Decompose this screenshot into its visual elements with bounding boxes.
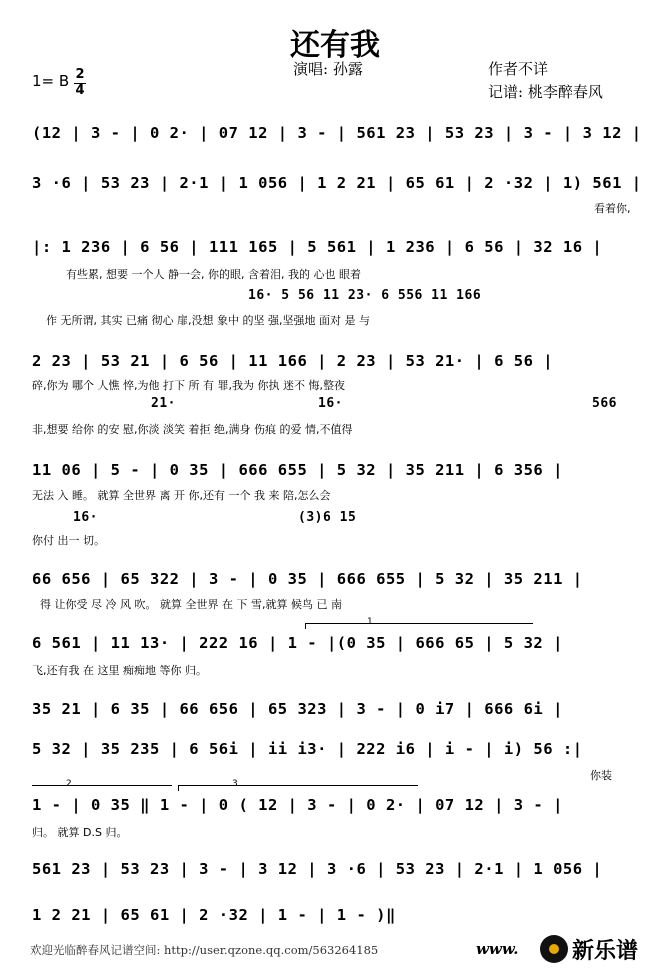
song-title: 还有我	[290, 28, 380, 63]
score-line-12: 1 2 21 | 65 61 | 2 ·32 | 1 - | 1 - )‖	[32, 906, 396, 924]
lyric-line-5b: 你付 出一 切。	[32, 534, 105, 547]
composer-credit: 作者不详	[488, 60, 549, 78]
volta-1-number: 1	[367, 617, 373, 627]
volta-3-number: 3	[232, 779, 238, 789]
footer-visit-text: 欢迎光临醉春风记谱空间: http://user.qzone.qq.com/563264185	[30, 943, 379, 957]
transcriber-credit: 记谱: 桃李醉春风	[488, 83, 603, 101]
score-line-2: 3 ·6 | 53 23 | 2·1 | 1 056 | 1 2 21 | 65 61 | 2 ·32 | 1) 561 |	[32, 174, 642, 192]
score-line-3: |: 1 236 | 6 56 | 111 165 | 5 561 | 1 236 | 6 56 | 32 16 |	[32, 238, 603, 256]
record-disc-icon	[540, 935, 568, 963]
score-line-7: 6 561 | 11 13· | 222 16 | 1 - |(0 35 | 666 65 | 5 32 |	[32, 634, 563, 652]
lyric-line-2: 看着你,	[594, 202, 631, 215]
volta-1-tick	[305, 623, 306, 629]
score-line-6: 66 656 | 65 322 | 3 - | 0 35 | 666 655 | 5 32 | 35 211 |	[32, 570, 583, 588]
volta-1-bracket	[305, 623, 533, 624]
lyric-line-10: 归。 就算 D.S 归。	[32, 826, 128, 839]
score-line-4-alt-2: 16·	[318, 396, 343, 411]
lyric-line-4b: 非,想要 给你 的安 慰,你淡 淡笑 着拒 绝,满身 伤痕 的爱 情,不值得	[32, 423, 353, 436]
score-line-9: 5 32 | 35 235 | 6 56i | ii i3· | 222 i6 | i - | i) 56 :|	[32, 740, 583, 758]
singer-credit: 演唱: 孙露	[293, 60, 363, 78]
lyric-line-7: 飞,还有我 在 这里 痴痴地 等你 归。	[32, 664, 207, 677]
volta-3-bracket	[178, 785, 418, 786]
score-line-10: 1 - | 0 35 ‖ 1 - | 0 ( 12 | 3 - | 0 2· | 07 12 | 3 - |	[32, 796, 563, 814]
score-line-3-alt: 16· 5 56 11 23· 6 556 11 166	[248, 288, 482, 303]
lyric-line-3a: 有些累, 想要 一个人 静一会, 你的眼, 含着泪, 我的 心也 眼着	[66, 268, 361, 281]
volta-3-tick	[178, 785, 179, 791]
volta-2-number: 2	[66, 779, 72, 789]
score-line-5-alt-1: 16·	[73, 510, 98, 525]
score-line-8: 35 21 | 6 35 | 66 656 | 65 323 | 3 - | 0 i7 | 666 6i |	[32, 700, 563, 718]
time-signature-bottom: 4	[75, 83, 85, 98]
score-line-4-alt-1: 21·	[151, 396, 176, 411]
score-line-11: 561 23 | 53 23 | 3 - | 3 12 | 3 ·6 | 53 23 | 2·1 | 1 056 |	[32, 860, 603, 878]
volta-2-bracket	[32, 785, 172, 786]
score-line-1: (12 | 3 - | 0 2· | 07 12 | 3 - | 561 23 | 53 23 | 3 - | 3 12 |	[32, 124, 642, 142]
lyric-line-9: 你装	[590, 769, 612, 782]
site-logo	[540, 934, 662, 964]
lyric-line-4a: 碎,你为 哪个 人憔 悴,为他 打下 所 有 罪,我为 你执 迷不 悔,整夜	[32, 379, 345, 392]
score-line-5-alt-2: (3)6 15	[298, 510, 357, 525]
score-line-4: 2 23 | 53 21 | 6 56 | 11 166 | 2 23 | 53 21· | 6 56 |	[32, 352, 554, 370]
lyric-line-5a: 无法 入 睡。 就算 全世界 离 开 你,还有 一个 我 来 陪,怎么会	[32, 489, 331, 502]
score-line-4-alt-3: 566	[592, 396, 617, 411]
footer-www: www.	[476, 940, 519, 958]
logo-text: 新乐谱	[572, 939, 639, 964]
key-signature: 1= B	[32, 72, 70, 90]
time-signature-top: 2	[75, 67, 85, 82]
lyric-line-6: 得 让你受 尽 冷 风 吹。 就算 全世界 在 下 雪,就算 候鸟 已 南	[40, 598, 342, 611]
score-line-5: 11 06 | 5 - | 0 35 | 666 655 | 5 32 | 35 211 | 6 356 |	[32, 461, 563, 479]
lyric-line-3b: 作 无所谓, 其实 已痛 彻心 扉,没想 象中 的坚 强,坚强地 面对 是 与	[46, 314, 370, 327]
